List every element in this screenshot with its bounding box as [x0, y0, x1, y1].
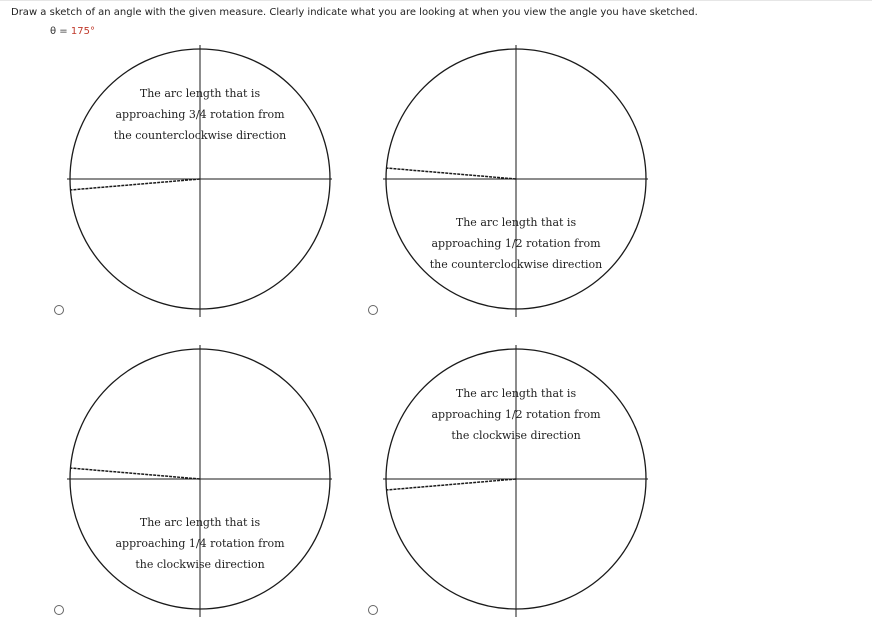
choice-description-line: approaching 1/4 rotation from [115, 537, 285, 550]
choice-description-line: The arc length that is [455, 387, 577, 400]
choice-description [421, 383, 611, 446]
choice-description [421, 212, 611, 275]
answer-choice-a [64, 45, 339, 325]
angle-diagram [64, 345, 339, 625]
choice-description [105, 83, 295, 146]
terminal-side [70, 468, 200, 479]
answer-choice-b [380, 45, 655, 325]
answer-choice-d [380, 345, 655, 625]
choice-description-line: approaching 1/2 rotation from [431, 237, 601, 250]
choice-description-line: The arc length that is [139, 516, 261, 529]
choice-description-line: The arc length that is [139, 87, 261, 100]
radio-choice-b[interactable] [368, 305, 378, 315]
terminal-side [386, 168, 516, 179]
given-angle [50, 26, 95, 37]
top-divider [0, 0, 872, 1]
choice-description-line: The arc length that is [455, 216, 577, 229]
choice-description-line: the clockwise direction [135, 558, 265, 571]
choice-description-line: the counterclockwise direction [113, 129, 287, 142]
radio-choice-d[interactable] [368, 605, 378, 615]
choice-description-line: approaching 3/4 rotation from [115, 108, 285, 121]
given-angle-label: θ = [50, 26, 71, 37]
choice-description-line: the counterclockwise direction [429, 258, 603, 271]
question-prompt: Draw a sketch of an angle with the given measure. Clearly indicate what you are looking at when you view the angle you have sketched. [11, 7, 698, 18]
terminal-side [70, 179, 200, 190]
angle-diagram [380, 45, 655, 325]
choice-description-line: the clockwise direction [451, 429, 581, 442]
radio-choice-a[interactable] [54, 305, 64, 315]
given-angle-value: 175° [70, 26, 95, 37]
radio-choice-c[interactable] [54, 605, 64, 615]
choice-description [105, 512, 295, 575]
terminal-side [386, 479, 516, 490]
answer-choice-c [64, 345, 339, 625]
choice-description-line: approaching 1/2 rotation from [431, 408, 601, 421]
